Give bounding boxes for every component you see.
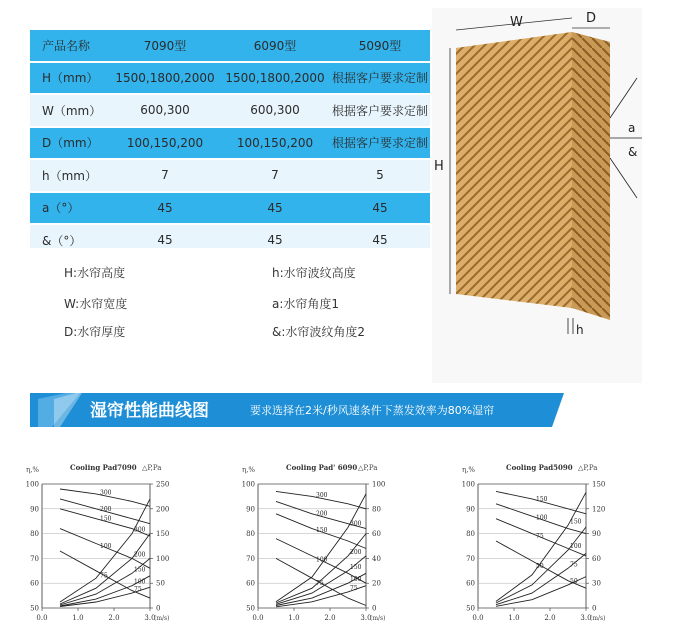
spec-table <box>30 30 430 248</box>
chart-svg <box>456 458 674 642</box>
y-left-tick: 90 <box>30 505 39 514</box>
pressure-label: 100 <box>134 578 146 586</box>
table-cell: 600,300 <box>110 94 220 127</box>
y-left-tick: 60 <box>30 579 39 588</box>
table-cell: 45 <box>330 192 430 225</box>
table-cell: 1500,1800,2000 <box>110 62 220 95</box>
efficiency-label: 300 <box>100 489 112 497</box>
y-left-tick: 100 <box>25 480 39 489</box>
angle-a-line-1 <box>610 78 637 118</box>
pressure-label: 75 <box>134 586 142 594</box>
chart-5090 <box>456 458 674 642</box>
y-right-label: △P,Pa <box>358 464 378 472</box>
table-cell: 根据客户要求定制 <box>330 62 430 95</box>
table-row <box>30 159 430 192</box>
pressure-label: 150 <box>570 518 582 526</box>
y-left-tick: 70 <box>30 554 39 563</box>
note-h: h:水帘波纹高度 <box>272 266 356 280</box>
label-h: h <box>576 323 584 337</box>
table-row <box>30 127 430 160</box>
efficiency-label: 100 <box>536 514 548 522</box>
y-right-tick: 60 <box>372 530 381 539</box>
y-left-tick: 80 <box>246 530 255 539</box>
x-tick: 1.0 <box>508 614 520 622</box>
y-left-tick: 50 <box>30 604 39 613</box>
note-H: H:水帘高度 <box>64 266 126 280</box>
pad-side-face <box>572 32 610 320</box>
banner-title: 湿帘性能曲线图 <box>90 401 209 421</box>
y-right-label: △P,Pa <box>142 464 162 472</box>
y-left-label: η,% <box>26 466 40 474</box>
y-left-label: η,% <box>462 466 476 474</box>
banner-subtitle: 要求选择在2米/秒风速条件下蒸发效率为80%湿帘 <box>250 404 495 417</box>
table-cell: 7 <box>110 159 220 192</box>
table-cell: 根据客户要求定制 <box>330 94 430 127</box>
y-right-tick: 100 <box>156 554 170 563</box>
note-D: D:水帘厚度 <box>64 325 126 339</box>
efficiency-label: 100 <box>100 542 112 550</box>
efficiency-label: 100 <box>316 556 328 564</box>
x-tick: 0.0 <box>252 614 264 622</box>
pressure-label: 150 <box>134 566 146 574</box>
table-row <box>30 224 430 257</box>
table-cell: 600,300 <box>220 94 330 127</box>
y-left-tick: 90 <box>246 505 255 514</box>
table-row <box>30 62 430 95</box>
efficiency-label: 150 <box>100 515 112 523</box>
y-left-tick: 50 <box>246 604 255 613</box>
pressure-label: 75 <box>350 584 358 592</box>
y-right-tick: 150 <box>592 480 606 489</box>
chart-svg <box>20 458 238 642</box>
note-a: a:水帘角度1 <box>272 297 340 311</box>
chart-6090 <box>236 458 454 642</box>
chart-title: Cooling Pad5090 <box>506 463 573 472</box>
y-right-tick: 30 <box>592 579 601 588</box>
y-right-tick: 90 <box>592 530 601 539</box>
table-row <box>30 192 430 225</box>
x-tick: 3.0 <box>360 614 372 622</box>
pressure-label: 200 <box>134 551 146 559</box>
table-row <box>30 94 430 127</box>
table-cell: W（mm） <box>30 94 110 127</box>
table-cell: D（mm） <box>30 127 110 160</box>
x-tick: 2.0 <box>544 614 556 622</box>
header-cell: 产品名称 <box>30 30 110 62</box>
x-tick: 0.0 <box>36 614 48 622</box>
y-right-tick: 80 <box>372 505 381 514</box>
y-right-tick: 0 <box>156 604 161 613</box>
y-left-label: η,% <box>242 466 256 474</box>
y-right-tick: 200 <box>156 505 170 514</box>
y-right-label: △P,Pa <box>578 464 598 472</box>
efficiency-label: 150 <box>536 495 548 503</box>
table-cell: 5 <box>330 159 430 192</box>
pressure-label: 300 <box>134 526 146 534</box>
table-cell: 45 <box>110 192 220 225</box>
cooling-pad-diagram <box>432 8 642 383</box>
label-a: a <box>628 121 636 135</box>
y-left-tick: 100 <box>461 480 475 489</box>
y-right-tick: 60 <box>592 554 601 563</box>
table-cell: 1500,1800,2000 <box>220 62 330 95</box>
x-tick: 1.0 <box>288 614 300 622</box>
label-H: H <box>434 159 444 174</box>
y-right-tick: 50 <box>156 579 165 588</box>
table-cell: 7 <box>220 159 330 192</box>
table-cell: a（°） <box>30 192 110 225</box>
y-right-tick: 0 <box>592 604 597 613</box>
header-cell: 6090型 <box>220 30 330 62</box>
table-cell: H（mm） <box>30 62 110 95</box>
header-cell: 7090型 <box>110 30 220 62</box>
efficiency-label: 50 <box>536 562 544 570</box>
label-amp: & <box>628 145 638 159</box>
table-cell: &（°） <box>30 224 110 257</box>
pressure-label: 75 <box>570 561 578 569</box>
section-banner <box>30 393 564 427</box>
y-right-tick: 40 <box>372 554 381 563</box>
y-left-tick: 70 <box>466 554 475 563</box>
y-left-tick: 60 <box>246 579 255 588</box>
pressure-label: 200 <box>350 548 362 556</box>
x-tick: 3.0 <box>580 614 592 622</box>
y-right-tick: 150 <box>156 530 170 539</box>
efficiency-label: 150 <box>316 526 328 534</box>
y-left-tick: 100 <box>241 480 255 489</box>
pressure-label: 300 <box>350 520 362 528</box>
efficiency-label: 200 <box>100 505 112 513</box>
pressure-label: 100 <box>350 576 362 584</box>
chart-title: Cooling Pad' 6090 <box>286 463 358 472</box>
efficiency-label: 300 <box>316 492 328 500</box>
header-cell: 5090型 <box>330 30 430 62</box>
chart-title: Cooling Pad7090 <box>70 463 137 472</box>
table-cell: 100,150,200 <box>220 127 330 160</box>
y-left-tick: 90 <box>466 505 475 514</box>
y-right-tick: 20 <box>372 579 381 588</box>
table-cell: 45 <box>220 192 330 225</box>
note-amp: &:水帘波纹角度2 <box>272 325 366 339</box>
y-left-tick: 60 <box>466 579 475 588</box>
y-right-tick: 250 <box>156 480 170 489</box>
x-axis-label: (m/s) <box>370 615 386 622</box>
cooling-pad-svg <box>432 8 642 383</box>
angle-amp-line <box>610 158 637 198</box>
y-left-tick: 80 <box>466 530 475 539</box>
table-cell: 45 <box>330 224 430 257</box>
efficiency-label: 75 <box>100 572 108 580</box>
y-right-tick: 0 <box>372 604 377 613</box>
spec-table-header <box>30 30 430 62</box>
x-tick: 0.0 <box>472 614 484 622</box>
pressure-label: 150 <box>350 563 362 571</box>
table-cell: h（mm） <box>30 159 110 192</box>
pressure-label: 100 <box>570 543 582 551</box>
y-right-tick: 120 <box>592 505 606 514</box>
x-tick: 2.0 <box>324 614 336 622</box>
pad-front-face <box>456 32 572 308</box>
efficiency-label: 75 <box>536 533 544 541</box>
label-W: W <box>510 15 523 30</box>
efficiency-label: 200 <box>316 510 328 518</box>
x-tick: 2.0 <box>108 614 120 622</box>
x-tick: 1.0 <box>72 614 84 622</box>
table-cell: 45 <box>220 224 330 257</box>
efficiency-label: 75 <box>316 580 324 588</box>
table-cell: 45 <box>110 224 220 257</box>
note-W: W:水帘宽度 <box>64 297 128 311</box>
pressure-label: 50 <box>570 577 578 585</box>
y-right-tick: 100 <box>372 480 386 489</box>
x-axis-label: (m/s) <box>590 615 606 622</box>
chart-svg <box>236 458 454 642</box>
y-left-tick: 80 <box>30 530 39 539</box>
table-cell: 100,150,200 <box>110 127 220 160</box>
chart-7090 <box>20 458 238 642</box>
x-tick: 3.0 <box>144 614 156 622</box>
table-cell: 根据客户要求定制 <box>330 127 430 160</box>
x-axis-label: (m/s) <box>154 615 170 622</box>
label-D: D <box>586 11 597 26</box>
y-left-tick: 50 <box>466 604 475 613</box>
y-left-tick: 70 <box>246 554 255 563</box>
